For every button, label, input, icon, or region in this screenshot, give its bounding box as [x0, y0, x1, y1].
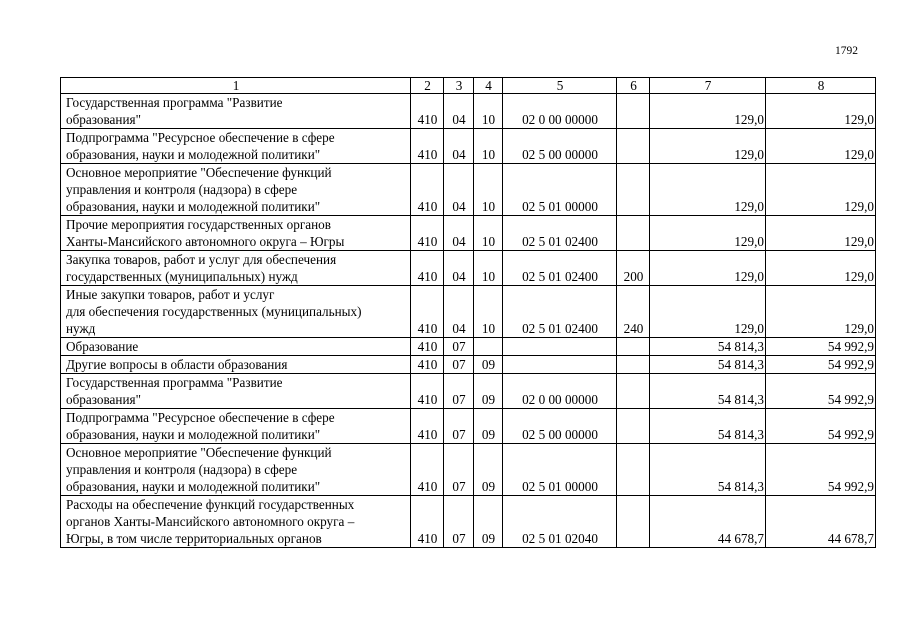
column-header: 5 [503, 78, 617, 94]
expense-type-cell [617, 216, 650, 251]
section-cell: 04 [444, 216, 474, 251]
section-cell: 07 [444, 496, 474, 548]
target-article-cell: 02 5 01 02400 [503, 216, 617, 251]
amount-col7-cell: 54 814,3 [650, 409, 766, 444]
expense-type-cell: 200 [617, 251, 650, 286]
target-article-cell: 02 5 01 02400 [503, 286, 617, 338]
subsection-cell: 10 [474, 251, 503, 286]
subsection-cell: 10 [474, 129, 503, 164]
amount-col8-cell: 129,0 [766, 286, 876, 338]
amount-col8-cell: 44 678,7 [766, 496, 876, 548]
amount-col7-cell: 129,0 [650, 129, 766, 164]
expense-type-cell [617, 164, 650, 216]
amount-col8-cell: 129,0 [766, 164, 876, 216]
target-article-cell: 02 5 01 00000 [503, 444, 617, 496]
section-cell: 04 [444, 251, 474, 286]
admin-code-cell: 410 [411, 409, 444, 444]
expense-type-cell [617, 374, 650, 409]
amount-col7-cell: 54 814,3 [650, 374, 766, 409]
expense-type-cell [617, 129, 650, 164]
section-cell: 07 [444, 338, 474, 356]
row-name-cell: Иные закупки товаров, работ и услуг для обеспечения государственных (муниципальных) нужд [61, 286, 411, 338]
admin-code-cell: 410 [411, 338, 444, 356]
column-header: 7 [650, 78, 766, 94]
subsection-cell [474, 338, 503, 356]
admin-code-cell: 410 [411, 286, 444, 338]
admin-code-cell: 410 [411, 216, 444, 251]
amount-col8-cell: 129,0 [766, 129, 876, 164]
subsection-cell: 10 [474, 94, 503, 129]
amount-col8-cell: 54 992,9 [766, 409, 876, 444]
admin-code-cell: 410 [411, 94, 444, 129]
table-row [61, 374, 876, 409]
target-article-cell: 02 5 00 00000 [503, 409, 617, 444]
admin-code-cell: 410 [411, 444, 444, 496]
table-row [61, 164, 876, 216]
amount-col7-cell: 129,0 [650, 216, 766, 251]
subsection-cell: 10 [474, 216, 503, 251]
admin-code-cell: 410 [411, 496, 444, 548]
row-name-cell: Подпрограмма "Ресурсное обеспечение в сфере образования, науки и молодежной политики" [61, 129, 411, 164]
row-name-cell: Образование [61, 338, 411, 356]
target-article-cell: 02 5 01 00000 [503, 164, 617, 216]
target-article-cell: 02 5 01 02400 [503, 251, 617, 286]
amount-col7-cell: 54 814,3 [650, 338, 766, 356]
row-name-cell: Расходы на обеспечение функций государственных органов Ханты-Мансийского автономного округа – Югры, в том числе территориальных органов [61, 496, 411, 548]
row-name-cell: Государственная программа "Развитие образования" [61, 94, 411, 129]
row-name-cell: Основное мероприятие "Обеспечение функций управления и контроля (надзора) в сфере образования, науки и молодежной политики" [61, 444, 411, 496]
column-header: 8 [766, 78, 876, 94]
target-article-cell [503, 356, 617, 374]
amount-col7-cell: 129,0 [650, 164, 766, 216]
admin-code-cell: 410 [411, 356, 444, 374]
row-name-cell: Государственная программа "Развитие образования" [61, 374, 411, 409]
table-row [61, 216, 876, 251]
section-cell: 07 [444, 444, 474, 496]
expense-type-cell [617, 496, 650, 548]
row-name-cell: Основное мероприятие "Обеспечение функций управления и контроля (надзора) в сфере образования, науки и молодежной политики" [61, 164, 411, 216]
subsection-cell: 09 [474, 496, 503, 548]
expense-type-cell [617, 338, 650, 356]
expense-type-cell [617, 409, 650, 444]
admin-code-cell: 410 [411, 251, 444, 286]
amount-col7-cell: 44 678,7 [650, 496, 766, 548]
target-article-cell: 02 0 00 00000 [503, 94, 617, 129]
amount-col8-cell: 54 992,9 [766, 338, 876, 356]
subsection-cell: 09 [474, 356, 503, 374]
table-header-row [61, 78, 876, 94]
row-name-cell: Прочие мероприятия государственных органов Ханты-Мансийского автономного округа – Югры [61, 216, 411, 251]
subsection-cell: 10 [474, 164, 503, 216]
row-name-cell: Закупка товаров, работ и услуг для обеспечения государственных (муниципальных) нужд [61, 251, 411, 286]
admin-code-cell: 410 [411, 129, 444, 164]
target-article-cell: 02 5 01 02040 [503, 496, 617, 548]
amount-col8-cell: 129,0 [766, 251, 876, 286]
expense-type-cell [617, 356, 650, 374]
amount-col8-cell: 54 992,9 [766, 374, 876, 409]
expense-type-cell [617, 444, 650, 496]
amount-col8-cell: 129,0 [766, 94, 876, 129]
column-header: 4 [474, 78, 503, 94]
subsection-cell: 10 [474, 286, 503, 338]
section-cell: 07 [444, 409, 474, 444]
admin-code-cell: 410 [411, 164, 444, 216]
table-row [61, 338, 876, 356]
amount-col7-cell: 129,0 [650, 94, 766, 129]
column-header: 2 [411, 78, 444, 94]
amount-col7-cell: 54 814,3 [650, 444, 766, 496]
page-number: 1792 [835, 45, 858, 57]
table-row [61, 444, 876, 496]
amount-col8-cell: 54 992,9 [766, 356, 876, 374]
table-row [61, 409, 876, 444]
table-row [61, 496, 876, 548]
section-cell: 07 [444, 374, 474, 409]
section-cell: 04 [444, 94, 474, 129]
subsection-cell: 09 [474, 409, 503, 444]
table-row [61, 129, 876, 164]
amount-col8-cell: 129,0 [766, 216, 876, 251]
column-header: 3 [444, 78, 474, 94]
amount-col7-cell: 129,0 [650, 286, 766, 338]
column-header: 1 [61, 78, 411, 94]
row-name-cell: Другие вопросы в области образования [61, 356, 411, 374]
column-header: 6 [617, 78, 650, 94]
expense-type-cell: 240 [617, 286, 650, 338]
target-article-cell: 02 5 00 00000 [503, 129, 617, 164]
subsection-cell: 09 [474, 444, 503, 496]
amount-col8-cell: 54 992,9 [766, 444, 876, 496]
amount-col7-cell: 54 814,3 [650, 356, 766, 374]
table-row [61, 94, 876, 129]
section-cell: 07 [444, 356, 474, 374]
amount-col7-cell: 129,0 [650, 251, 766, 286]
target-article-cell [503, 338, 617, 356]
section-cell: 04 [444, 164, 474, 216]
table-row [61, 286, 876, 338]
table-row [61, 356, 876, 374]
admin-code-cell: 410 [411, 374, 444, 409]
expense-type-cell [617, 94, 650, 129]
subsection-cell: 09 [474, 374, 503, 409]
section-cell: 04 [444, 286, 474, 338]
table-row [61, 251, 876, 286]
row-name-cell: Подпрограмма "Ресурсное обеспечение в сфере образования, науки и молодежной политики" [61, 409, 411, 444]
section-cell: 04 [444, 129, 474, 164]
budget-table [60, 77, 876, 548]
target-article-cell: 02 0 00 00000 [503, 374, 617, 409]
